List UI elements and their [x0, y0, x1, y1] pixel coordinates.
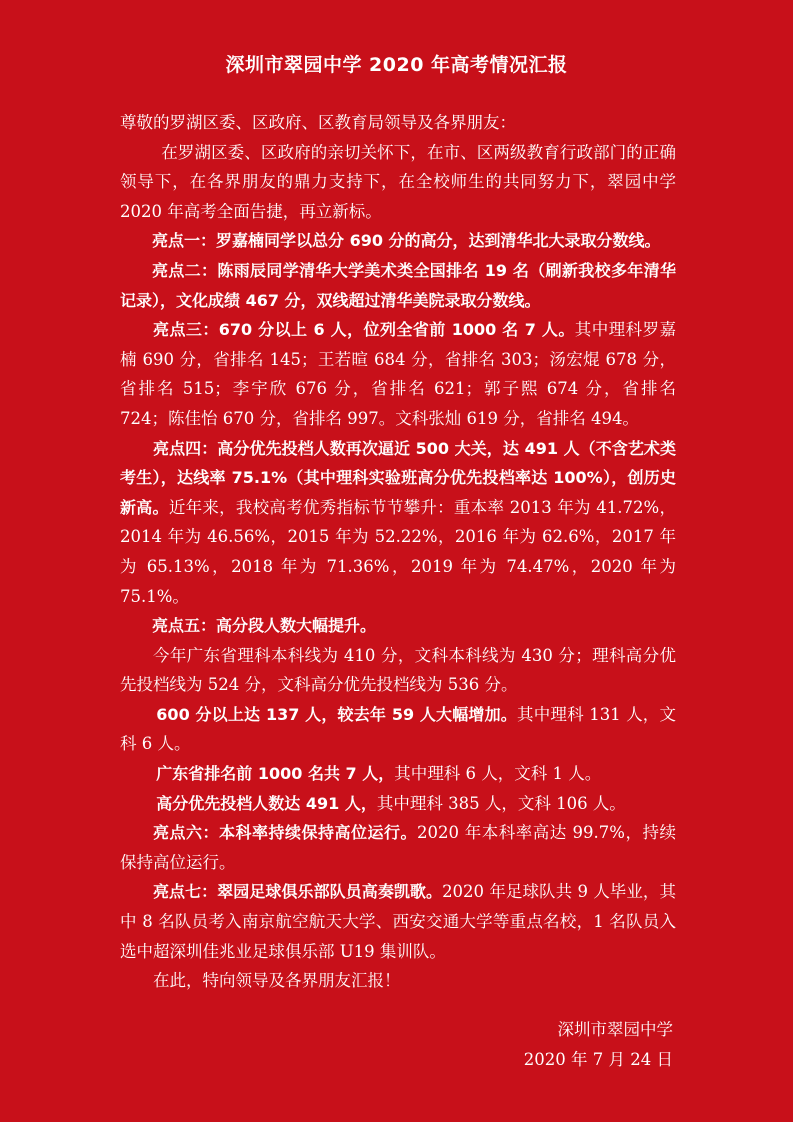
highlight-4-text: 近年来，我校高考优秀指标节节攀升：重本率 2013 年为 41.72%，2014 年为 46.56%，2015 年为 52.22%，2016 年为 62.6%，2017 年为 65.13%，2018 年为 71.36%，2019 年为 74.47%，2020 年为 75.1%。 [120, 497, 676, 606]
stat-600 [120, 700, 676, 759]
stat-600-text: 其中理科 131 人，文科 6 人。 [120, 704, 676, 754]
stat-priority-heading: 高分优先投档人数达 491 人， [156, 793, 377, 813]
highlight-3 [120, 315, 676, 433]
highlight-4 [120, 434, 676, 612]
highlight-5: 亮点五：高分段人数大幅提升。 [152, 616, 377, 636]
highlight-3-heading: 亮点三：670 分以上 6 人，位列全省前 1000 名 7 人。 [153, 320, 575, 340]
stat-priority-text: 其中理科 385 人，文科 106 人。 [376, 793, 626, 813]
date: 2020 年 7 月 24 日 [523, 1050, 673, 1069]
salutation: 尊敬的罗湖区委、区政府、区教育局领导及各界朋友： [120, 113, 516, 132]
highlight-6 [120, 818, 676, 877]
highlight-2: 亮点二：陈雨辰同学清华大学美术类全国排名 19 名（刷新我校多年清华记录），文化成绩 467 分，双线超过清华美院录取分数线。 [120, 260, 676, 310]
stat-top1000-heading: 广东省排名前 1000 名共 7 人， [156, 764, 395, 784]
closing-line: 在此，特向领导及各界朋友汇报！ [153, 971, 401, 991]
stat-priority [120, 789, 676, 819]
highlight-6-text: 2020 年本科率高达 99.7%，持续保持高位运行。 [120, 823, 676, 872]
highlight-3-text: 其中理科罗嘉楠 690 分，省排名 145；王若暄 684 分，省排名 303；汤宏焜 678 分，省排名 515；李宇欣 676 分，省排名 621；郭子熙 674 分，省排名 724；陈佳怡 670 分，省排名 997。文科张灿 619 分，省排名 494。 [120, 320, 676, 428]
highlight-7 [120, 877, 676, 966]
intro-paragraph: 在罗湖区委、区政府的亲切关怀下，在市、区两级教育行政部门的正确领导下，在各界朋友的鼎力支持下，在全校师生的共同努力下，翠园中学 2020 年高考全面告捷，再立新标。 [120, 142, 676, 221]
highlight-1: 亮点一：罗嘉楠同学以总分 690 分的高分，达到清华北大录取分数线。 [152, 231, 661, 251]
stat-600-heading: 600 分以上达 137 人，较去年 59 人大幅增加。 [156, 704, 517, 724]
highlight-6-heading: 亮点六：本科率持续保持高位运行。 [153, 823, 418, 843]
stat-top1000-text: 其中理科 6 人，文科 1 人。 [394, 764, 602, 784]
highlight-4-heading: 亮点四：高分优先投档人数再次逼近 500 大关，达 491 人（不含艺术类考生），达线率 75.1%（其中理科实验班高分优先投档率达 100%），创历史新高。 [120, 438, 676, 517]
highlight-7-heading: 亮点七：翠园足球俱乐部队员高奏凯歌。 [153, 882, 443, 902]
highlight-5-text: 今年广东省理科本科线为 410 分，文科本科线为 430 分；理科高分优先投档线为 524 分，文科高分优先投档线为 536 分。 [120, 645, 676, 695]
stat-top1000 [120, 759, 676, 789]
page-title: 深圳市翠园中学 2020 年高考情况汇报 [225, 54, 568, 76]
signature: 深圳市翠园中学 [557, 1020, 673, 1039]
report-body [120, 108, 676, 996]
highlight-7-text: 2020 年足球队共 9 人毕业，其中 8 名队员考入南京航空航天大学、西安交通大学等重点名校，1 名队员入选中超深圳佳兆业足球俱乐部 U19 集训队。 [120, 882, 676, 961]
